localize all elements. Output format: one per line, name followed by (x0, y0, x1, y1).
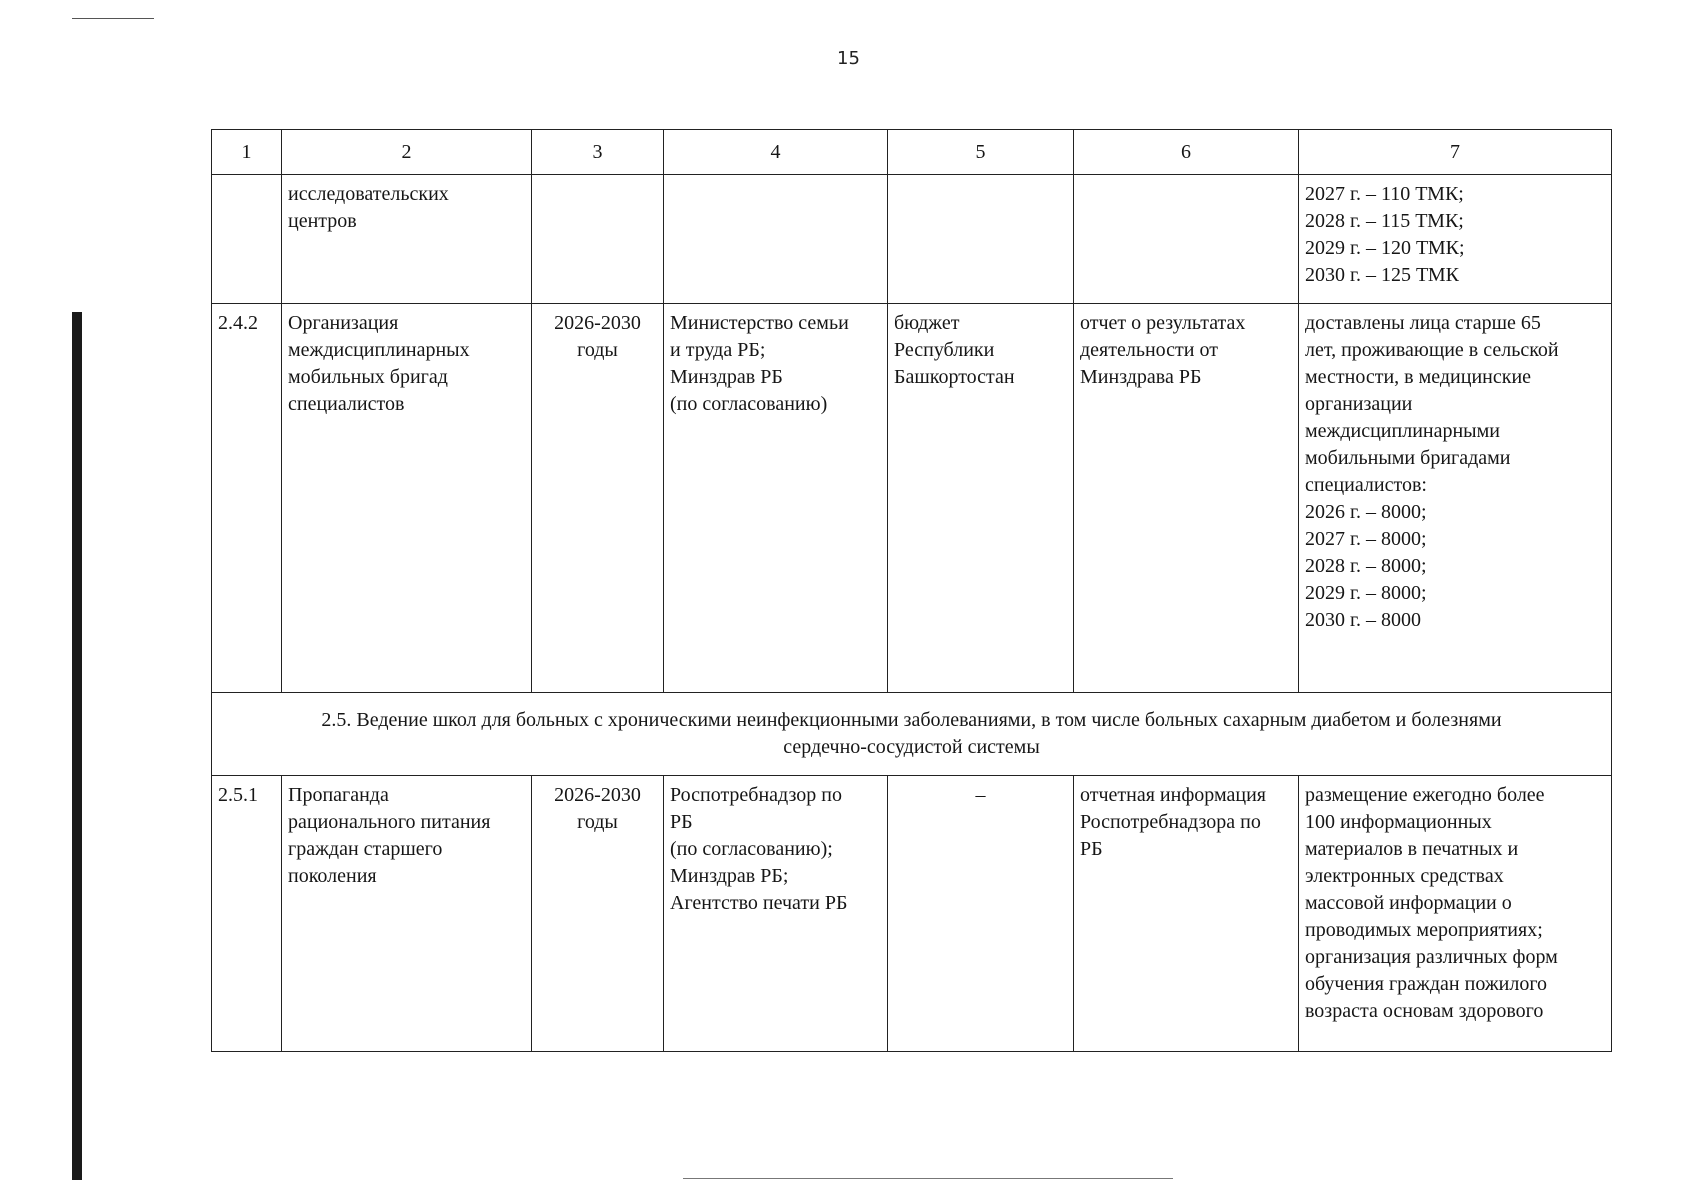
funding-cell: – (888, 776, 1074, 1052)
result-cell: доставлены лица старше 65 лет, проживающие в сельской местности, в медицинские организации междисциплинарными мобильными бригадами специалистов: 2026 г. – 8000; 2027 г. – 8000; 2028 г. – 8000; 2029 г. – 8000; 2030 г. – 8000 (1299, 304, 1612, 693)
column-header: 4 (664, 130, 888, 175)
measures-table (211, 129, 1612, 1052)
measure-name: исследовательских центров (282, 175, 532, 304)
table-row (212, 304, 1612, 693)
funding-cell: бюджет Республики Башкортостан (888, 304, 1074, 693)
funding-cell (888, 175, 1074, 304)
column-header: 5 (888, 130, 1074, 175)
report-cell: отчетная информация Роспотребнадзора по РБ (1074, 776, 1299, 1052)
executor-cell (664, 175, 888, 304)
section-title: 2.5. Ведение школ для больных с хроническими неинфекционными заболеваниями, в том числе больных сахарным диабетом и болезнями сердечно-сосудистой системы (212, 693, 1612, 776)
result-cell: 2027 г. – 110 ТМК; 2028 г. – 115 ТМК; 2029 г. – 120 ТМК; 2030 г. – 125 ТМК (1299, 175, 1612, 304)
row-number: 2.5.1 (212, 776, 282, 1052)
result-cell: размещение ежегодно более 100 информационных материалов в печатных и электронных средствах массовой информации о проводимых мероприятиях; организация различных форм обучения граждан пожилого возраста основам здорового (1299, 776, 1612, 1052)
column-header: 1 (212, 130, 282, 175)
scan-artifact-line (72, 18, 154, 19)
measure-name: Организация междисциплинарных мобильных бригад специалистов (282, 304, 532, 693)
period-cell: 2026-2030 годы (532, 304, 664, 693)
executor-cell: Министерство семьи и труда РБ; Минздрав РБ (по согласованию) (664, 304, 888, 693)
period-cell: 2026-2030 годы (532, 776, 664, 1052)
period-cell (532, 175, 664, 304)
measure-name: Пропаганда рационального питания граждан старшего поколения (282, 776, 532, 1052)
section-title-row (212, 693, 1612, 776)
column-header: 7 (1299, 130, 1612, 175)
row-number: 2.4.2 (212, 304, 282, 693)
table-header-row (212, 130, 1612, 175)
report-cell (1074, 175, 1299, 304)
page-number: 15 (837, 48, 860, 69)
executor-cell: Роспотребнадзор по РБ (по согласованию); Минздрав РБ; Агентство печати РБ (664, 776, 888, 1052)
column-header: 6 (1074, 130, 1299, 175)
report-cell: отчет о результатах деятельности от Минздрава РБ (1074, 304, 1299, 693)
table-row (212, 175, 1612, 304)
table-row (212, 776, 1612, 1052)
scan-artifact-line (683, 1178, 1173, 1179)
column-header: 3 (532, 130, 664, 175)
column-header: 2 (282, 130, 532, 175)
scan-binding-edge (72, 312, 82, 1180)
row-number (212, 175, 282, 304)
